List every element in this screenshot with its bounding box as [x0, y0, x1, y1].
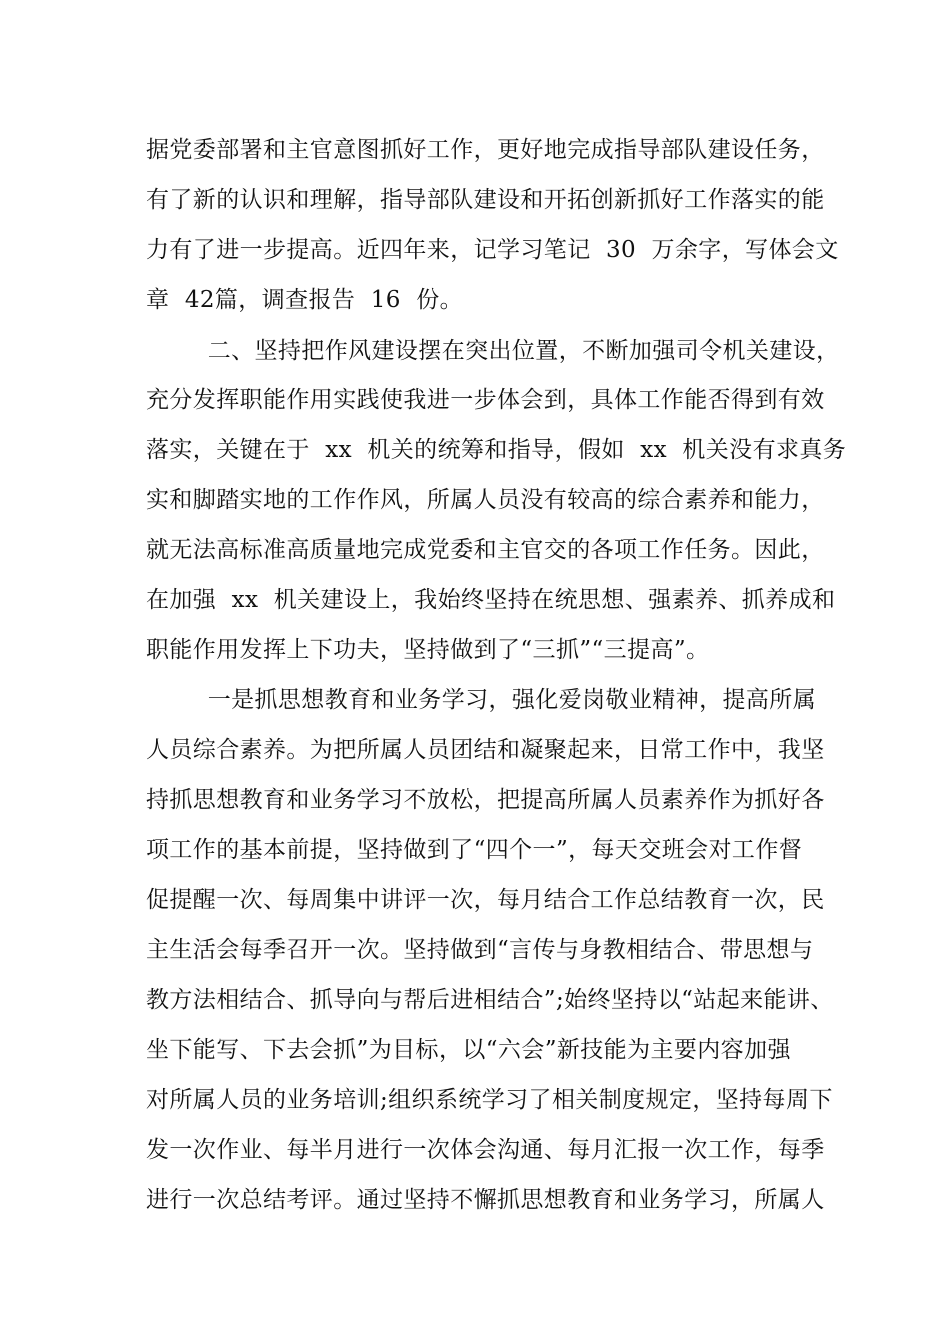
text-line: 坐下能写、下去会抓”为目标，以“六会”新技能为主要内容加强 — [146, 1037, 791, 1063]
text-line: 落实，关键在于 xx 机关的统筹和指导，假如 xx 机关没有求真务 — [146, 437, 847, 463]
text-line: 发一次作业、每半月进行一次体会沟通、每月汇报一次工作，每季 — [146, 1137, 825, 1163]
text-line: 据党委部署和主官意图抓好工作，更好地完成指导部队建设任务， — [146, 137, 825, 163]
text-line: 章 42篇，调查报告 16 份。 — [146, 287, 463, 313]
text-line: 促提醒一次、每周集中讲评一次，每月结合工作总结教育一次，民 — [146, 887, 825, 913]
text-line: 有了新的认识和理解，指导部队建设和开拓创新抓好工作落实的能 — [146, 187, 825, 213]
text-line: 项工作的基本前提，坚持做到了“四个一”，每天交班会对工作督 — [146, 837, 803, 863]
text-line: 一是抓思想教育和业务学习，强化爱岗敬业精神，提高所属 — [146, 687, 817, 713]
text-line: 在加强 xx 机关建设上，我始终坚持在统思想、强素养、抓养成和 — [146, 587, 836, 613]
text-line: 人员综合素养。为把所属人员团结和凝聚起来，日常工作中，我坚 — [146, 737, 825, 763]
text-line: 充分发挥职能作用实践使我进一步体会到，具体工作能否得到有效 — [146, 387, 825, 413]
text-line: 就无法高标准高质量地完成党委和主官交的各项工作任务。因此， — [146, 537, 825, 563]
text-line: 对所属人员的业务培训;组织系统学习了相关制度规定，坚持每周下 — [146, 1087, 833, 1113]
text-line: 力有了进一步提高。近四年来，记学习笔记 30 万余字，写体会文 — [146, 237, 839, 263]
text-line: 二、坚持把作风建设摆在突出位置，不断加强司令机关建设， — [146, 338, 840, 364]
text-line: 进行一次总结考评。通过坚持不懈抓思想教育和业务学习，所属人 — [146, 1187, 825, 1213]
text-line: 实和脚踏实地的工作作风，所属人员没有较高的综合素养和能力， — [146, 487, 825, 513]
text-line: 持抓思想教育和业务学习不放松，把提高所属人员素养作为抓好各 — [146, 787, 825, 813]
text-line: 教方法相结合、抓导向与帮后进相结合”;始终坚持以“站起来能讲、 — [146, 987, 834, 1013]
text-line: 职能作用发挥上下功夫，坚持做到了“三抓”“三提高”。 — [146, 637, 710, 663]
text-line: 主生活会每季召开一次。坚持做到“言传与身教相结合、带思想与 — [146, 937, 814, 963]
